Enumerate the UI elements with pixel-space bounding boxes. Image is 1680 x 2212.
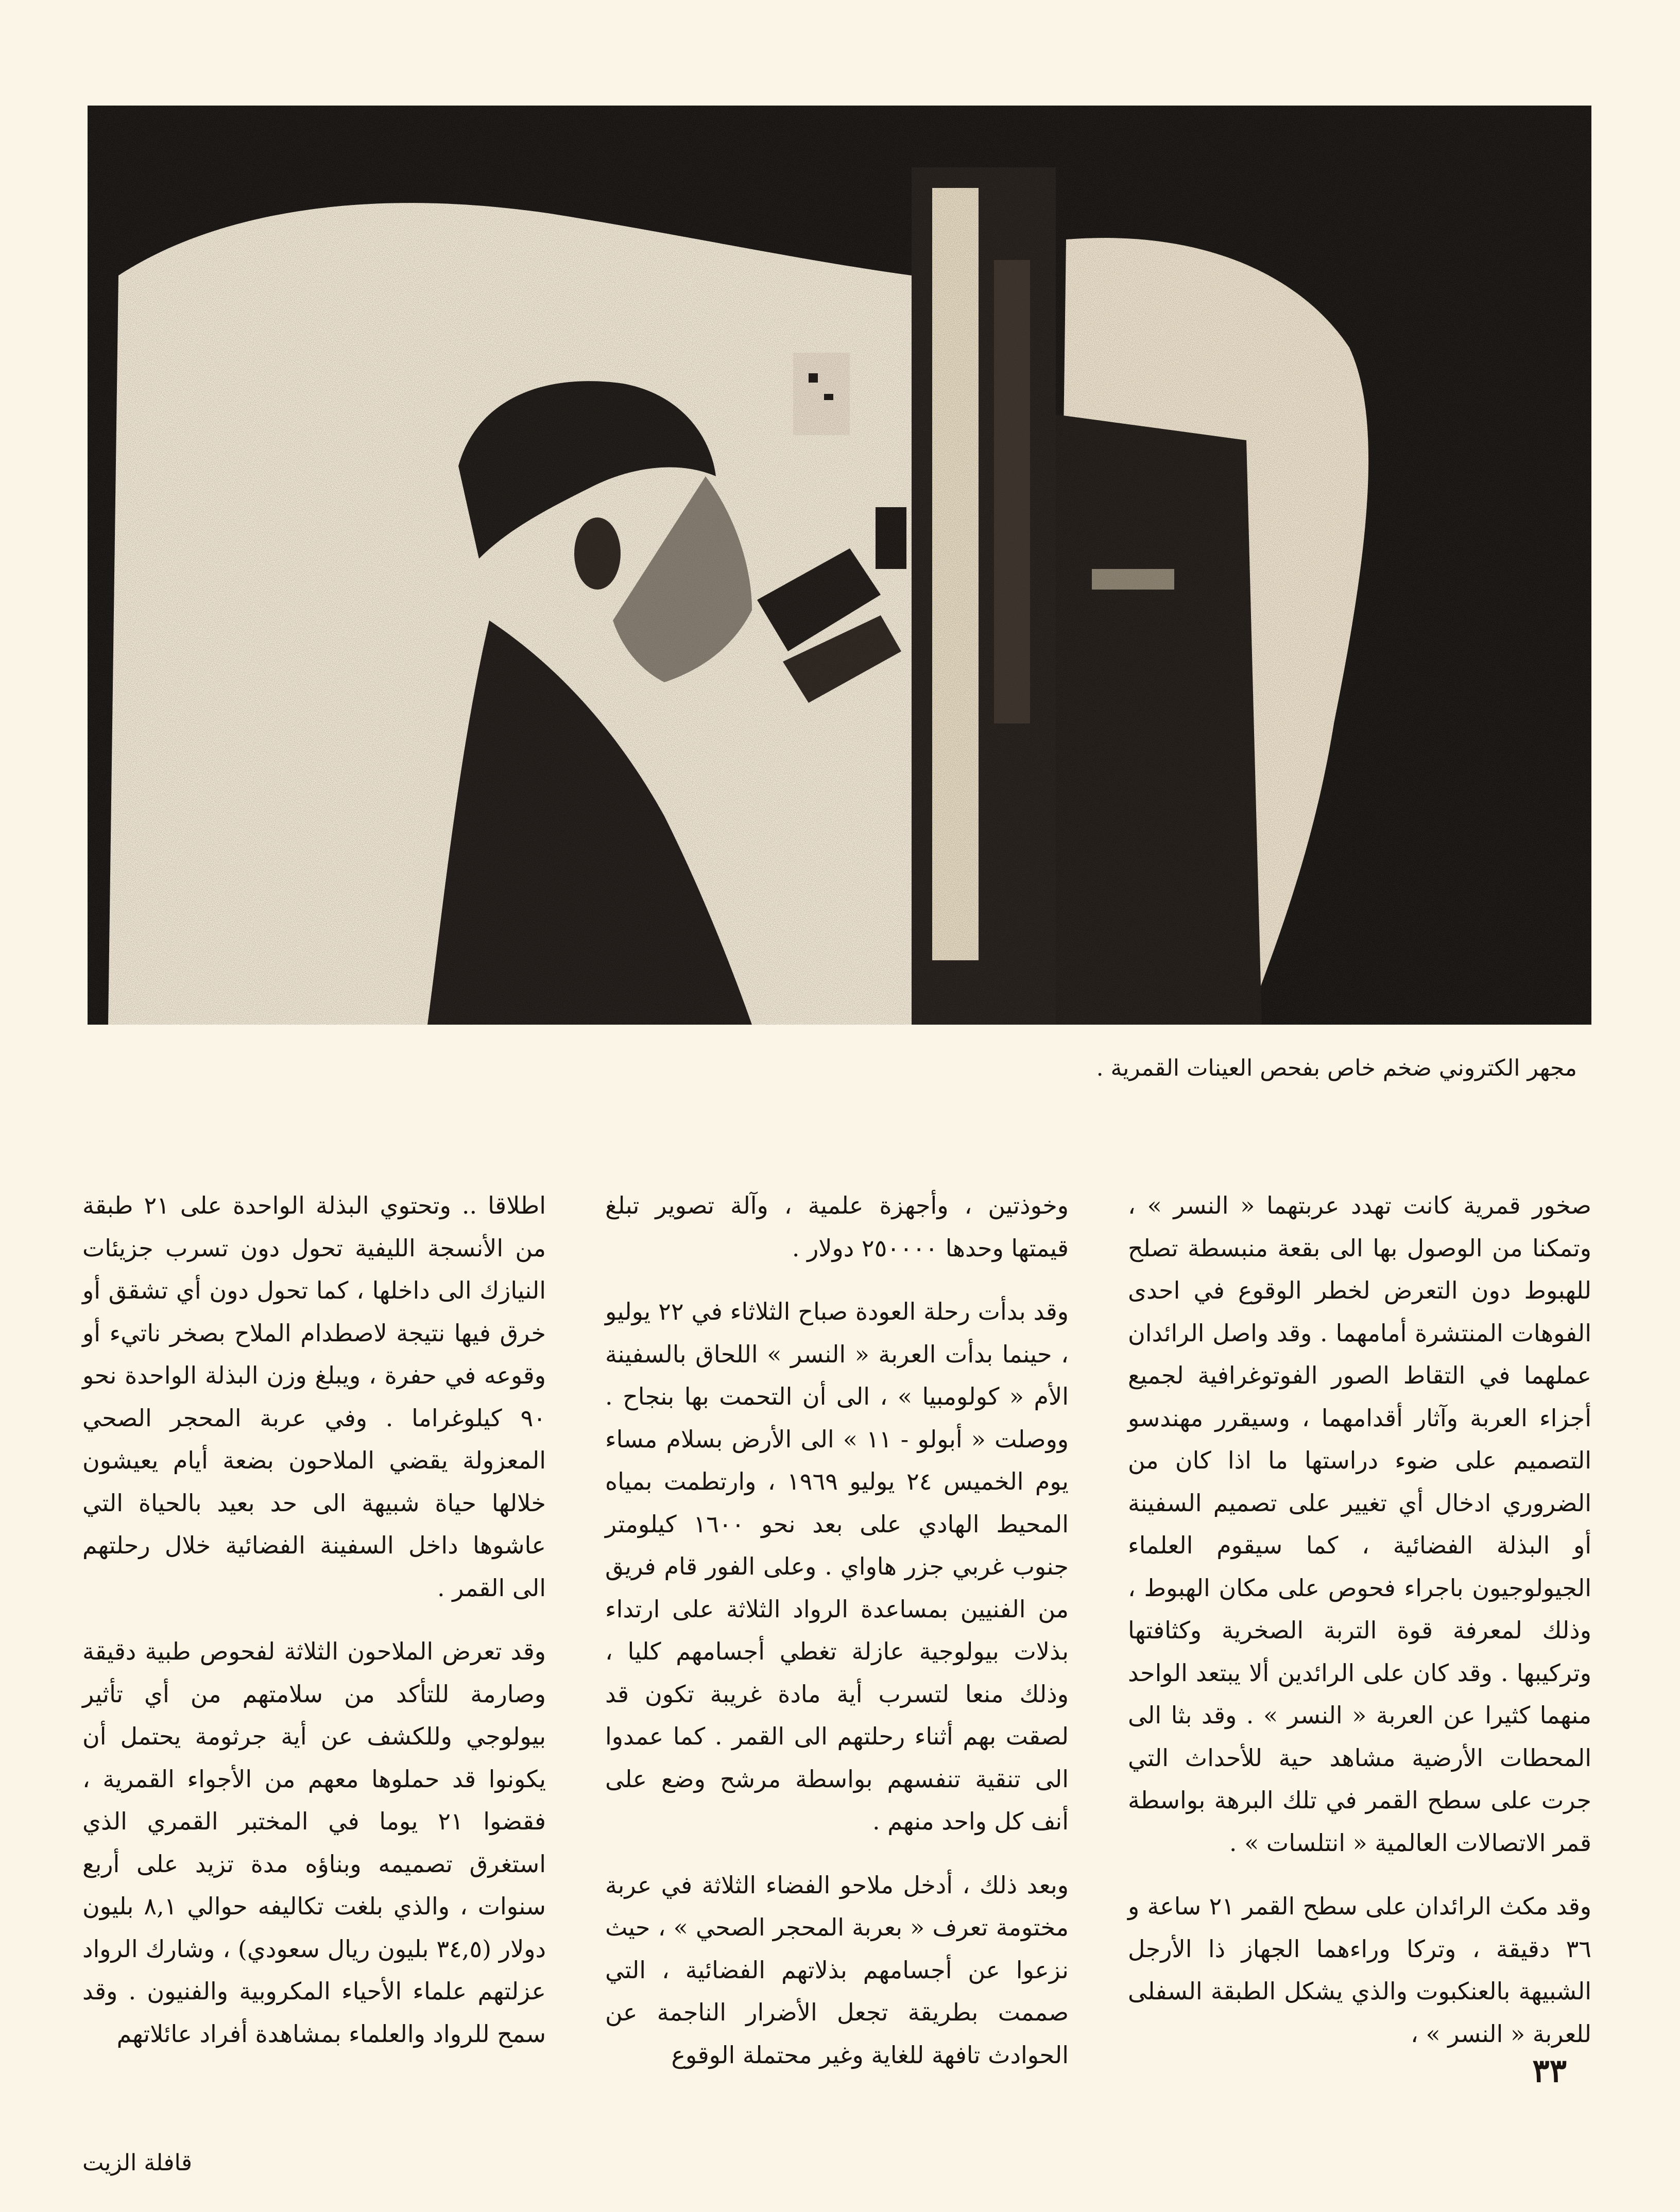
column-left [82, 1184, 546, 2048]
paragraph: وقد مكث الرائدان على سطح القمر ٢١ ساعة و ٣٦ دقيقة ، وتركا وراءهما الجهاز ذا الأرجل الشبيهة بالعنكبوت والذي يشكل الطبقة السفلى للعربة « النسر » ، [1128, 1892, 1591, 2048]
paragraph: وقد تعرض الملاحون الثلاثة لفحوص طبية دقيقة وصارمة للتأكد من سلامتهم من أي تأثير بيولوجي وللكشف عن أية جرثومة يحتمل أن يكونوا قد حملوها معهم من الأجواء القمرية ، فقضوا ٢١ يوما في المختبر القمري الذي استغرق تصميمه وبناؤه مدة تزيد على أربع سنوات ، والذي بلغت تكاليفه حوالي ٨,١ بليون دولار (٣٤,٥ بليون ريال سعودي) ، وشارك الرواد عزلتهم علماء الأحياء المكروبية والفنيون . وقد سمح للرواد والعلماء بمشاهدة أفراد عائلاتهم [82, 1637, 546, 2048]
page-number: ٣٣ [1532, 2052, 1567, 2089]
magazine-name: قافلة الزيت [82, 2150, 192, 2176]
microscope-photo [88, 106, 1591, 1025]
article-photo [88, 106, 1591, 1025]
paragraph: وبعد ذلك ، أدخل ملاحو الفضاء الثلاثة في عربة مختومة تعرف « بعربة المحجر الصحي » ، حيث نزعوا عن أجسامهم بذلاتهم الفضائية ، التي صممت بطريقة تجعل الأضرار الناجمة عن الحوادث تافهة للغاية وغير محتملة الوقوع [605, 1871, 1069, 2069]
article-body [82, 1184, 1591, 2069]
paragraph: صخور قمرية كانت تهدد عربتهما « النسر » ، وتمكنا من الوصول بها الى بقعة منبسطة تصلح للهبوط دون التعرض لخطر الوقوع في احدى الفوهات المنتشرة أمامهما . وقد واصل الرائدان عملهما في التقاط الصور الفوتوغرافية لجميع أجزاء العربة وآثار أقدامهما ، وسيقرر مهندسو التصميم على ضوء دراستها ما اذا كان من الضروري ادخال أي تغيير على تصميم السفينة أو البذلة الفضائية ، كما سيقوم العلماء الجيولوجيون باجراء فحوص على مكان الهبوط ، وذلك لمعرفة قوة التربة الصخرية وكثافتها وتركيبها . وقد كان على الرائدين ألا يبتعد الواحد منهما كثيرا عن العربة « النسر » . وقد بثا الى المحطات الأرضية مشاهد حية للأحداث التي جرت على سطح القمر في تلك البرهة بواسطة قمر الاتصالات العالمية « انتلسات » . [1128, 1191, 1591, 1857]
column-right [1128, 1184, 1591, 2048]
column-middle [605, 1184, 1069, 2069]
photo-caption: مجهر الكتروني ضخم خاص بفحص العينات القمرية . [1096, 1055, 1577, 1081]
paragraph: وقد بدأت رحلة العودة صباح الثلاثاء في ٢٢ يوليو ، حينما بدأت العربة « النسر » اللحاق بالسفينة الأم « كولومبيا » ، الى أن التحمت بها بنجاح . ووصلت « أبولو - ١١ » الى الأرض بسلام مساء يوم الخميس ٢٤ يوليو ١٩٦٩ ، وارتطمت بمياه المحيط الهادي على بعد نحو ١٦٠٠ كيلومتر جنوب غربي جزر هاواي . وعلى الفور قام فريق من الفنيين بمساعدة الرواد الثلاثة على ارتداء بذلات بيولوجية عازلة تغطي أجسامهم كليا ، وذلك منعا لتسرب أية مادة غريبة تكون قد لصقت بهم أثناء رحلتهم الى القمر . كما عمدوا الى تنقية تنفسهم بواسطة مرشح وضع على أنف كل واحد منهم . [605, 1298, 1069, 1835]
paragraph: اطلاقا .. وتحتوي البذلة الواحدة على ٢١ طبقة من الأنسجة الليفية تحول دون تسرب جزيئات النيازك الى داخلها ، كما تحول دون أي تشقق أو خرق فيها نتيجة لاصطدام الملاح بصخر ناتيء أو وقوعه في حفرة ، ويبلغ وزن البذلة الواحدة نحو ٩٠ كيلوغراما . وفي عربة المحجر الصحي المعزولة يقضي الملاحون بضعة أيام يعيشون خلالها حياة شبيهة الى حد بعيد بالحياة التي عاشوها داخل السفينة الفضائية خلال رحلتهم الى القمر . [82, 1191, 546, 1602]
paragraph: وخوذتين ، وأجهزة علمية ، وآلة تصوير تبلغ قيمتها وحدها ٢٥٠٠٠٠ دولار . [605, 1191, 1069, 1262]
